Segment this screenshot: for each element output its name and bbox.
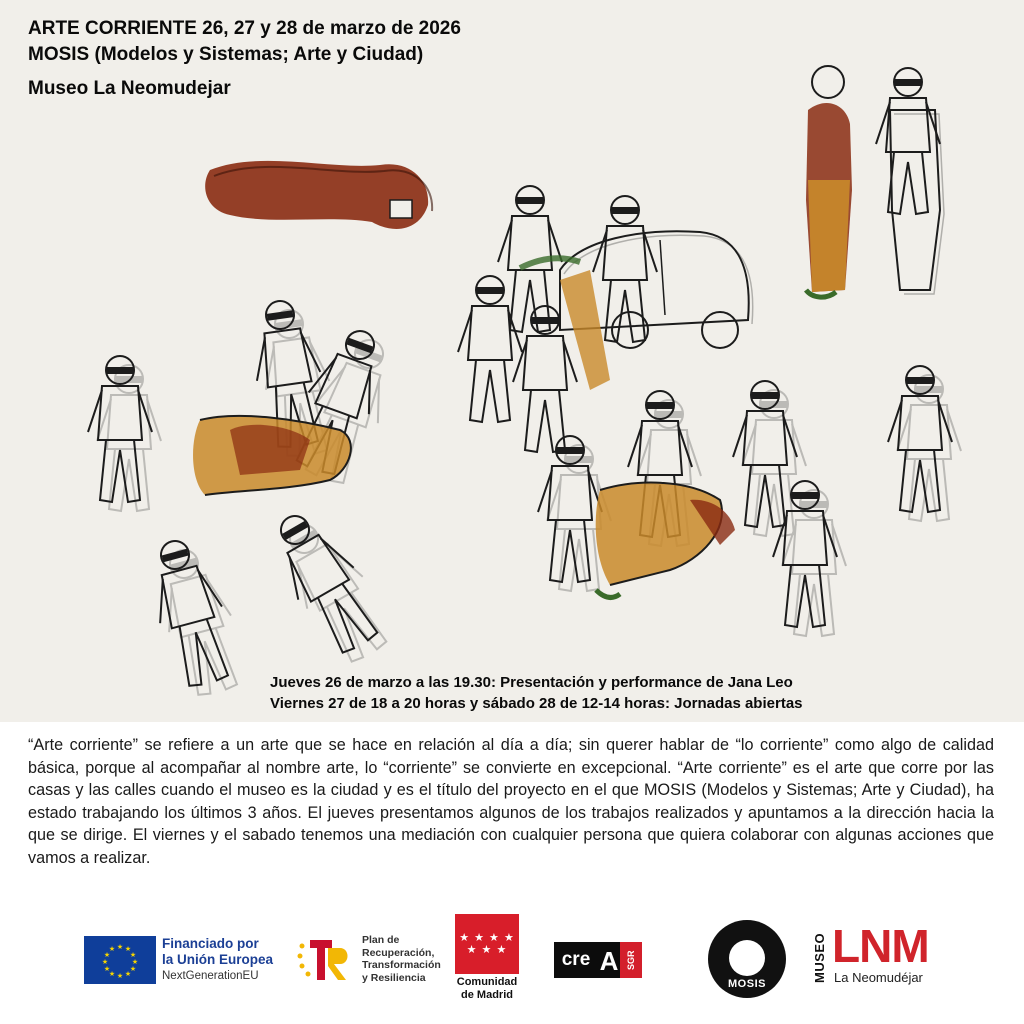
- svg-text:★: ★: [108, 971, 116, 978]
- organizer-name: MOSIS (Modelos y Sistemas; Arte y Ciudad): [28, 44, 424, 65]
- schedule-friday-saturday: Viernes 27 de 18 a 20 horas y sábado 28 de 12-14 horas: Jornadas abiertas: [270, 695, 803, 712]
- top-right-pair: [806, 66, 946, 297]
- mosis-label: MOSIS: [728, 978, 766, 990]
- schedule-thursday: Jueves 26 de marzo a las 19.30: Presentación y performance de Jana Leo: [270, 674, 793, 691]
- van-scene: [458, 186, 753, 452]
- right-crowd: [538, 366, 952, 627]
- svg-text:★: ★: [103, 952, 111, 959]
- svg-text:★: ★: [103, 966, 111, 973]
- eu-line-1: Financiado por: [162, 936, 259, 951]
- lnm-museo-vertical: MUSEO: [812, 932, 827, 984]
- eu-line-3: NextGenerationEU: [162, 970, 259, 982]
- mosis-logo: [708, 920, 786, 1004]
- svg-text:★: ★: [116, 944, 124, 951]
- madrid-line-2: de Madrid: [461, 988, 513, 1001]
- crea-word: cre: [554, 942, 598, 978]
- lnm-subtitle: La Neomudéjar: [834, 970, 923, 985]
- la-neomudejar-logo: [812, 920, 942, 992]
- prtr-icon: [296, 932, 356, 988]
- madrid-line-1: Comunidad: [456, 976, 518, 988]
- lnm-letters: LNM: [832, 920, 929, 972]
- svg-text:★: ★: [131, 959, 139, 966]
- svg-text:★: ★: [101, 959, 109, 966]
- svg-text:★: ★: [108, 946, 116, 953]
- comunidad-madrid-logo: [452, 914, 522, 1004]
- eu-funding-logo: [84, 936, 304, 990]
- svg-text:★: ★: [129, 952, 137, 959]
- schedule-block: [270, 672, 803, 714]
- svg-text:★: ★: [129, 966, 137, 973]
- eu-line-2: la Unión Europea: [162, 952, 274, 967]
- svg-text:★: ★: [124, 946, 132, 953]
- crea-tag: SGR: [626, 950, 636, 970]
- event-description: “Arte corriente” se refiere a un arte que se hace en relación al día a día; sin querer hablar de “lo corriente” como algo de calidad básica, porque al acompañar al nombre arte, lo “corriente” se convierte en excepcional. “Arte corriente” es el arte que corre por las casas y las calles cuando el museo es la ciudad y es el título del proyecto en el que MOSIS (Modelos y Sistemas; Arte y Ciudad), ha estado trabajando los últimos 3 años. El jueves presentamos algunos de los trabajos realizados y apuntamos a la dirección hacia la que se dirige. El viernes y el sabado tenemos una mediación con cualquier persona que quiera colaborar con algunas acciones que vamos a realizar.: [28, 736, 994, 867]
- crea-letter: A: [598, 942, 620, 978]
- event-title: ARTE CORRIENTE 26, 27 y 28 de marzo de 2026: [28, 18, 461, 39]
- prtr-line-1: Plan de: [362, 934, 400, 946]
- prtr-line-3: Transformación: [362, 959, 441, 971]
- prtr-line-4: y Resiliencia: [362, 971, 426, 984]
- eu-flag-icon: [84, 936, 156, 984]
- svg-text:★: ★: [124, 971, 132, 978]
- venue-name: Museo La Neomudejar: [28, 78, 231, 99]
- prtr-line-2: Recuperación,: [362, 946, 435, 959]
- svg-text:★: ★: [116, 973, 124, 980]
- recovery-plan-logo: [296, 930, 446, 990]
- madrid-flag-icon: ★ ★ ★ ★ ★ ★ ★: [455, 914, 519, 974]
- red-figure: [205, 161, 432, 229]
- event-title-block: [28, 16, 461, 102]
- crea-sgr-logo: [554, 942, 644, 982]
- sponsor-logos: [0, 908, 1024, 1008]
